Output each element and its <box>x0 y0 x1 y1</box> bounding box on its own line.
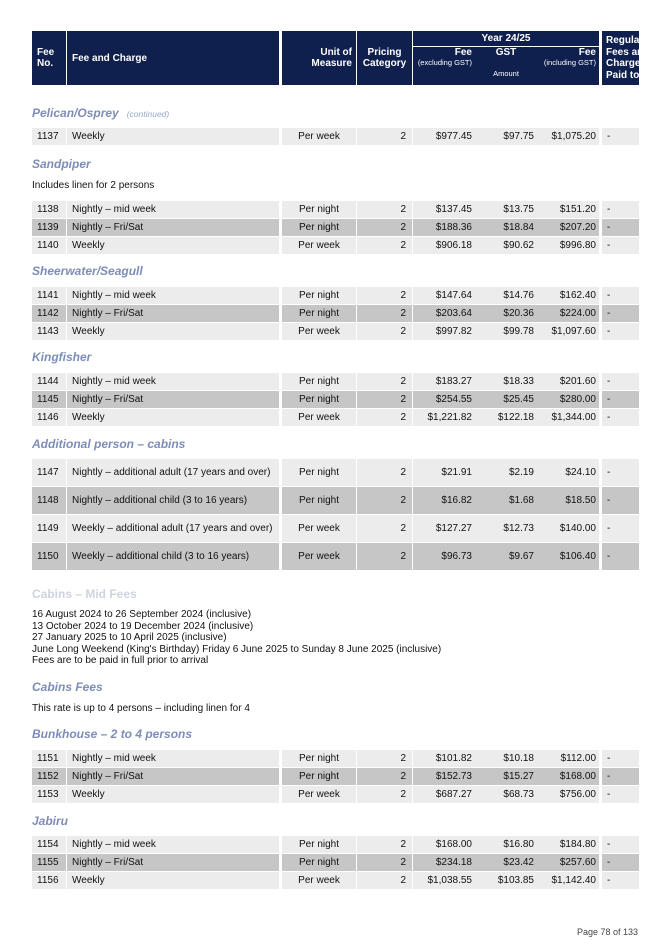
fee-excl-cell: $906.18 <box>413 237 475 254</box>
fee-excl-cell: $101.82 <box>413 750 475 767</box>
fee-excl-cell: $147.64 <box>413 287 475 304</box>
fee-no-cell: 1147 <box>32 459 66 486</box>
gst-cell: $16.80 <box>475 836 537 853</box>
table-row <box>32 305 639 322</box>
gst-cell: $15.27 <box>475 768 537 785</box>
fee-excl-cell: $168.00 <box>413 836 475 853</box>
midfees-line: 27 January 2025 to 10 April 2025 (inclusive) <box>32 632 227 643</box>
fee-incl-cell: $756.00 <box>537 786 599 803</box>
midfees-dates <box>32 609 441 667</box>
col-header-fee-sub: (excluding GST) <box>417 58 472 67</box>
col-header-fee-label: Fee <box>454 47 472 58</box>
unit-cell: Per week <box>282 515 356 542</box>
fee-name-cell: Weekly <box>67 128 279 145</box>
gst-cell: $97.75 <box>475 128 537 145</box>
gst-cell: $122.18 <box>475 409 537 426</box>
unit-cell: Per night <box>282 768 356 785</box>
fee-name-cell: Nightly – mid week <box>67 201 279 218</box>
fee-name-cell: Weekly – additional adult (17 years and over) <box>67 515 279 542</box>
fee-no-cell: 1152 <box>32 768 66 785</box>
regulatory-cell: - <box>602 543 639 570</box>
regulatory-cell: - <box>602 128 639 145</box>
section-title-text: Pelican/Osprey <box>32 106 119 120</box>
gst-cell: $25.45 <box>475 391 537 408</box>
unit-cell: Per night <box>282 487 356 514</box>
regulatory-cell: - <box>602 305 639 322</box>
fee-name-cell: Nightly – additional child (3 to 16 years) <box>67 487 279 514</box>
table-row <box>32 219 639 236</box>
table-row <box>32 786 639 803</box>
fee-excl-cell: $96.73 <box>413 543 475 570</box>
unit-cell: Per night <box>282 219 356 236</box>
fee-incl-cell: $18.50 <box>537 487 599 514</box>
fee-excl-cell: $152.73 <box>413 768 475 785</box>
fee-name-cell: Weekly <box>67 237 279 254</box>
fee-excl-cell: $137.45 <box>413 201 475 218</box>
category-cell: 2 <box>357 128 412 145</box>
col-header-fee-no: Fee No. <box>32 31 66 85</box>
table-row <box>32 409 639 426</box>
section-title-pelican <box>32 106 169 120</box>
category-cell: 2 <box>357 373 412 390</box>
fee-no-cell: 1150 <box>32 543 66 570</box>
regulatory-cell: - <box>602 201 639 218</box>
table-header <box>32 31 659 85</box>
fee-no-cell: 1148 <box>32 487 66 514</box>
unit-cell: Per week <box>282 786 356 803</box>
unit-cell: Per night <box>282 201 356 218</box>
fee-incl-cell: $201.60 <box>537 373 599 390</box>
category-cell: 2 <box>357 786 412 803</box>
fee-incl-cell: $996.80 <box>537 237 599 254</box>
fee-excl-cell: $687.27 <box>413 786 475 803</box>
table-row <box>32 287 639 304</box>
gst-cell: $9.67 <box>475 543 537 570</box>
fee-excl-cell: $188.36 <box>413 219 475 236</box>
col-header-fee-incl <box>537 47 599 85</box>
unit-cell: Per night <box>282 836 356 853</box>
fee-excl-cell: $1,038.55 <box>413 872 475 889</box>
fee-no-cell: 1141 <box>32 287 66 304</box>
fee-incl-cell: $140.00 <box>537 515 599 542</box>
fee-excl-cell: $1,221.82 <box>413 409 475 426</box>
regulatory-cell: - <box>602 768 639 785</box>
unit-cell: Per week <box>282 409 356 426</box>
col-header-fee-inc-label: Fee <box>578 47 596 58</box>
fee-name-cell: Nightly – Fri/Sat <box>67 219 279 236</box>
unit-cell: Per week <box>282 128 356 145</box>
table-row <box>32 237 639 254</box>
table-row <box>32 201 639 218</box>
table-row <box>32 768 639 785</box>
fee-no-cell: 1149 <box>32 515 66 542</box>
fee-incl-cell: $184.80 <box>537 836 599 853</box>
fee-name-cell: Nightly – Fri/Sat <box>67 854 279 871</box>
table-row <box>32 128 639 145</box>
col-header-pricing-category: Pricing Category <box>357 31 412 85</box>
fee-no-cell: 1146 <box>32 409 66 426</box>
table-row <box>32 543 639 570</box>
fee-no-cell: 1144 <box>32 373 66 390</box>
section-title-kingfisher: Kingfisher <box>32 350 92 364</box>
fee-excl-cell: $203.64 <box>413 305 475 322</box>
col-header-fee-inc-sub: (including GST) <box>543 58 596 67</box>
section-continued-note: (continued) <box>126 109 170 119</box>
fee-no-cell: 1142 <box>32 305 66 322</box>
regulatory-cell: - <box>602 515 639 542</box>
category-cell: 2 <box>357 391 412 408</box>
gst-cell: $12.73 <box>475 515 537 542</box>
fee-name-cell: Nightly – mid week <box>67 750 279 767</box>
section-title-cabins-fees: Cabins Fees <box>32 680 103 694</box>
fee-excl-cell: $997.82 <box>413 323 475 340</box>
regulatory-cell: - <box>602 459 639 486</box>
category-cell: 2 <box>357 872 412 889</box>
midfees-line: 16 August 2024 to 26 September 2024 (inclusive) <box>32 609 252 620</box>
regulatory-cell: - <box>602 237 639 254</box>
midfees-line: 13 October 2024 to 19 December 2024 (inclusive) <box>32 620 254 632</box>
regulatory-cell: - <box>602 836 639 853</box>
category-cell: 2 <box>357 750 412 767</box>
category-cell: 2 <box>357 836 412 853</box>
category-cell: 2 <box>357 409 412 426</box>
regulatory-cell: - <box>602 750 639 767</box>
section-title-additional: Additional person – cabins <box>32 437 186 451</box>
page-number: Page 78 of 133 <box>576 927 638 937</box>
gst-cell: $13.75 <box>475 201 537 218</box>
fee-name-cell: Nightly – mid week <box>67 373 279 390</box>
fee-incl-cell: $1,344.00 <box>537 409 599 426</box>
regulatory-cell: - <box>602 219 639 236</box>
unit-cell: Per week <box>282 323 356 340</box>
table-row <box>32 373 639 390</box>
table-row <box>32 515 639 542</box>
gst-cell: $10.18 <box>475 750 537 767</box>
col-header-year: Year 24/25 <box>413 31 599 46</box>
fee-no-cell: 1151 <box>32 750 66 767</box>
unit-cell: Per week <box>282 237 356 254</box>
fee-no-cell: 1145 <box>32 391 66 408</box>
col-header-unit-of-measure: Unit of Measure <box>282 31 356 85</box>
table-row <box>32 750 639 767</box>
fee-incl-cell: $112.00 <box>537 750 599 767</box>
fee-excl-cell: $234.18 <box>413 854 475 871</box>
category-cell: 2 <box>357 219 412 236</box>
fee-name-cell: Weekly – additional child (3 to 16 years) <box>67 543 279 570</box>
fee-no-cell: 1138 <box>32 201 66 218</box>
category-cell: 2 <box>357 487 412 514</box>
fee-name-cell: Nightly – Fri/Sat <box>67 391 279 408</box>
table-row <box>32 854 639 871</box>
table-row <box>32 836 639 853</box>
fee-excl-cell: $21.91 <box>413 459 475 486</box>
fee-incl-cell: $168.00 <box>537 768 599 785</box>
fee-no-cell: 1154 <box>32 836 66 853</box>
gst-cell: $18.84 <box>475 219 537 236</box>
fee-incl-cell: $257.60 <box>537 854 599 871</box>
gst-cell: $2.19 <box>475 459 537 486</box>
table-row <box>32 391 639 408</box>
regulatory-cell: - <box>602 487 639 514</box>
category-cell: 2 <box>357 237 412 254</box>
category-cell: 2 <box>357 768 412 785</box>
unit-cell: Per night <box>282 391 356 408</box>
fee-name-cell: Nightly – additional adult (17 years and over) <box>67 459 279 486</box>
fee-excl-cell: $977.45 <box>413 128 475 145</box>
col-header-gst-sub: Amount <box>493 69 519 78</box>
fee-no-cell: 1153 <box>32 786 66 803</box>
fee-excl-cell: $16.82 <box>413 487 475 514</box>
fee-no-cell: 1140 <box>32 237 66 254</box>
regulatory-cell: - <box>602 872 639 889</box>
gst-cell: $14.76 <box>475 287 537 304</box>
col-header-fee-excl <box>413 47 475 85</box>
col-header-gst <box>475 47 537 85</box>
category-cell: 2 <box>357 459 412 486</box>
unit-cell: Per night <box>282 373 356 390</box>
fee-name-cell: Nightly – mid week <box>67 836 279 853</box>
unit-cell: Per week <box>282 543 356 570</box>
gst-cell: $1.68 <box>475 487 537 514</box>
gst-cell: $68.73 <box>475 786 537 803</box>
midfees-line: June Long Weekend (King's Birthday) Friday 6 June 2025 to Sunday 8 June 2025 (inclusive) <box>32 643 442 655</box>
fee-incl-cell: $162.40 <box>537 287 599 304</box>
section-title-sheerwater: Sheerwater/Seagull <box>32 264 143 278</box>
category-cell: 2 <box>357 854 412 871</box>
fee-name-cell: Weekly <box>67 409 279 426</box>
gst-cell: $103.85 <box>475 872 537 889</box>
fee-name-cell: Weekly <box>67 786 279 803</box>
category-cell: 2 <box>357 201 412 218</box>
fee-incl-cell: $151.20 <box>537 201 599 218</box>
regulatory-cell: - <box>602 854 639 871</box>
fee-name-cell: Nightly – Fri/Sat <box>67 305 279 322</box>
fee-name-cell: Weekly <box>67 872 279 889</box>
category-cell: 2 <box>357 287 412 304</box>
gst-cell: $99.78 <box>475 323 537 340</box>
section-title-midfees: Cabins – Mid Fees <box>32 587 137 601</box>
gst-cell: $18.33 <box>475 373 537 390</box>
fee-no-cell: 1155 <box>32 854 66 871</box>
regulatory-cell: - <box>602 409 639 426</box>
fee-incl-cell: $224.00 <box>537 305 599 322</box>
section-description-sandpiper: Includes linen for 2 persons <box>32 180 155 191</box>
fee-incl-cell: $106.40 <box>537 543 599 570</box>
fee-incl-cell: $24.10 <box>537 459 599 486</box>
fee-no-cell: 1137 <box>32 128 66 145</box>
fee-name-cell: Weekly <box>67 323 279 340</box>
midfees-line: Fees are to be paid in full prior to arrival <box>32 655 209 666</box>
section-description-cabins-fees: This rate is up to 4 persons – including linen for 4 <box>32 703 250 714</box>
col-header-gst-label: GST <box>495 47 517 58</box>
category-cell: 2 <box>357 305 412 322</box>
section-title-sandpiper: Sandpiper <box>32 157 91 171</box>
table-row <box>32 487 639 514</box>
fee-incl-cell: $1,075.20 <box>537 128 599 145</box>
regulatory-cell: - <box>602 786 639 803</box>
fee-incl-cell: $207.20 <box>537 219 599 236</box>
fee-no-cell: 1143 <box>32 323 66 340</box>
fee-excl-cell: $183.27 <box>413 373 475 390</box>
col-header-regulatory: Regulatory Fees and Charges Paid to <box>602 31 639 85</box>
table-row <box>32 459 639 486</box>
fee-excl-cell: $127.27 <box>413 515 475 542</box>
unit-cell: Per night <box>282 287 356 304</box>
table-row <box>32 323 639 340</box>
unit-cell: Per week <box>282 872 356 889</box>
table-row <box>32 872 639 889</box>
regulatory-cell: - <box>602 287 639 304</box>
category-cell: 2 <box>357 323 412 340</box>
category-cell: 2 <box>357 543 412 570</box>
fee-name-cell: Nightly – mid week <box>67 287 279 304</box>
fee-excl-cell: $254.55 <box>413 391 475 408</box>
unit-cell: Per night <box>282 750 356 767</box>
gst-cell: $20.36 <box>475 305 537 322</box>
fee-incl-cell: $280.00 <box>537 391 599 408</box>
col-header-fee-and-charge: Fee and Charge <box>67 31 279 85</box>
category-cell: 2 <box>357 515 412 542</box>
section-title-bunkhouse: Bunkhouse – 2 to 4 persons <box>32 727 193 741</box>
unit-cell: Per night <box>282 305 356 322</box>
unit-cell: Per night <box>282 459 356 486</box>
regulatory-cell: - <box>602 391 639 408</box>
regulatory-cell: - <box>602 323 639 340</box>
fee-no-cell: 1139 <box>32 219 66 236</box>
section-title-jabiru: Jabiru <box>32 814 69 828</box>
unit-cell: Per night <box>282 854 356 871</box>
fee-incl-cell: $1,097.60 <box>537 323 599 340</box>
gst-cell: $23.42 <box>475 854 537 871</box>
fee-name-cell: Nightly – Fri/Sat <box>67 768 279 785</box>
regulatory-cell: - <box>602 373 639 390</box>
fee-no-cell: 1156 <box>32 872 66 889</box>
fee-incl-cell: $1,142.40 <box>537 872 599 889</box>
gst-cell: $90.62 <box>475 237 537 254</box>
